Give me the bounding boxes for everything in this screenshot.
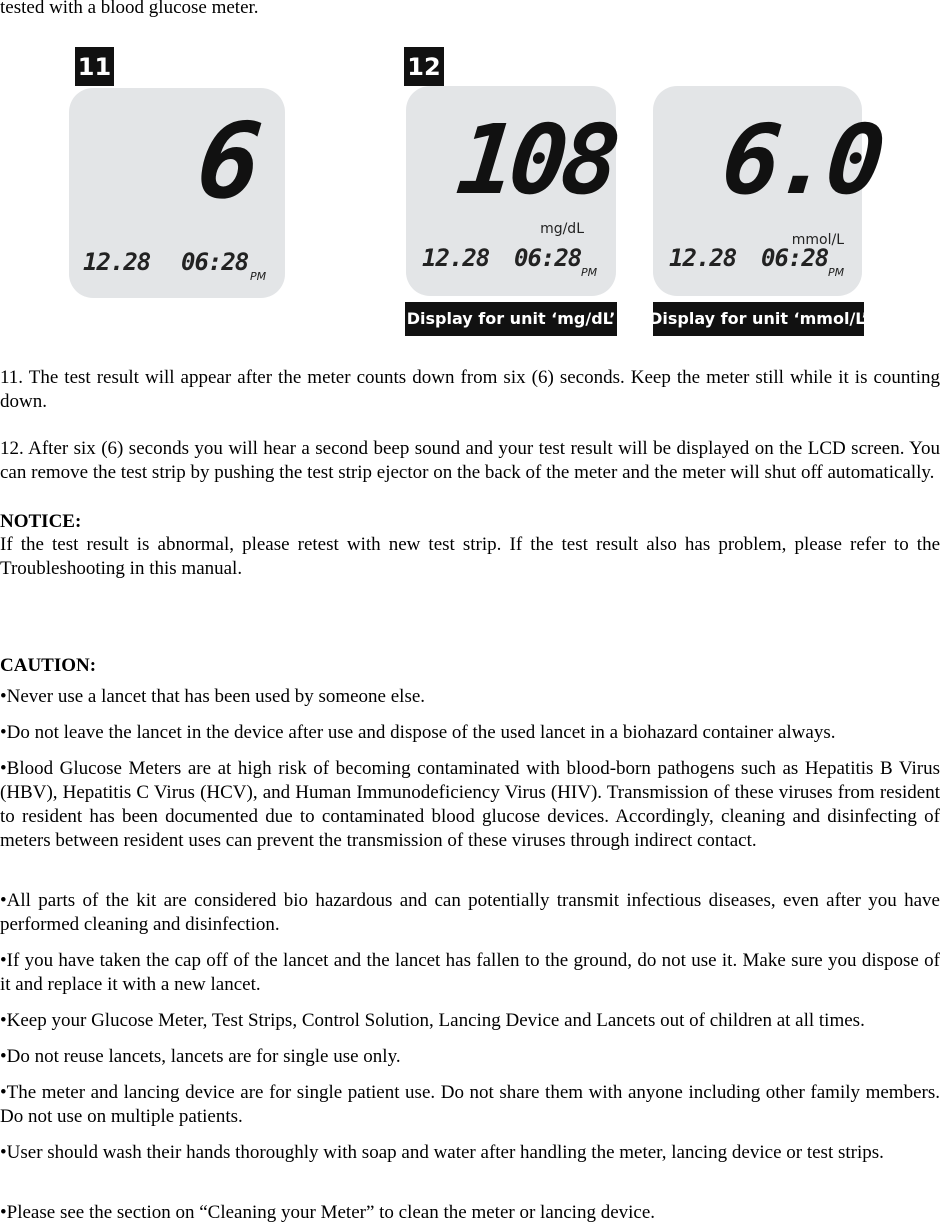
top-text-fragment: tested with a blood glucose meter. (0, 0, 259, 18)
caution-heading: CAUTION: (0, 655, 97, 676)
lcd-result-mgdl-display (406, 86, 620, 296)
caption-mgdl (405, 302, 617, 336)
notice-heading: NOTICE: (0, 511, 82, 532)
caution-item: •Blood Glucose Meters are at high risk of becoming contaminated with blood-born pathogens such as Hepatitis B Virus (HBV), Hepatitis C Virus (HCV), and Human Immunodeficiency Virus (HIV). Transmission of these viruses from resident to resident has been documented due to contaminated blood glucose devices. Accordingly, cleaning and disinfecting of meters between resident uses can prevent the transmission of these viruses through indirect contact. (0, 758, 940, 851)
lcd-date: 12.28 (669, 244, 737, 272)
result-value-mgdl: 108 (452, 104, 620, 216)
caution-item: •User should wash their hands thoroughly with soap and water after handling the meter, lancing device or test strips. (0, 1142, 884, 1163)
caution-item: •Keep your Glucose Meter, Test Strips, Control Solution, Lancing Device and Lancets out of children at all times. (0, 1010, 865, 1031)
lcd-ampm: PM (250, 270, 267, 283)
caption-prefix: Display for unit (649, 309, 794, 328)
lcd-ampm: PM (828, 266, 845, 279)
lcd-countdown-display (69, 88, 285, 298)
lcd-time: 06:28 (761, 244, 829, 272)
countdown-value: 6 (191, 100, 262, 222)
step-12-badge: 12 (404, 47, 444, 86)
lcd-time: 06:28 (514, 244, 582, 272)
lcd-date: 12.28 (422, 244, 490, 272)
caution-item: •The meter and lancing device are for single patient use. Do not share them with anyone including other family members. Do not use on multiple patients. (0, 1082, 940, 1127)
lcd-result-mmol-display (653, 86, 885, 296)
caution-item: •Do not reuse lancets, lancets are for single use only. (0, 1046, 401, 1067)
lcd-time: 06:28 (181, 248, 249, 276)
step-12-text: 12. After six (6) seconds you will hear a second beep sound and your test result will be displayed on the LCD screen. You can remove the test strip by pushing the test strip ejector on the back of the meter and the meter will shut off automatically. (0, 438, 940, 483)
lcd-ampm: PM (581, 266, 598, 279)
caption-prefix: Display for unit (406, 309, 552, 328)
result-value-mmol: 6.0 (717, 104, 885, 216)
notice-text: If the test result is abnormal, please retest with new test strip. If the test result also has problem, please refer to the Troubleshooting in this manual. (0, 534, 940, 579)
caution-item: •Never use a lancet that has been used by someone else. (0, 686, 426, 707)
unit-label-mmol: mmol/L (791, 232, 844, 248)
caution-item: •Do not leave the lancet in the device after use and dispose of the used lancet in a biohazard container always. (0, 722, 836, 743)
caption-unit: ‘mmol/L’ (793, 309, 868, 328)
caution-item: •All parts of the kit are considered bio hazardous and can potentially transmit infectious diseases, even after you have performed cleaning and disinfection. (0, 890, 940, 935)
caution-item: •If you have taken the cap off of the lancet and the lancet has fallen to the ground, do not use it. Make sure you dispose of it and replace it with a new lancet. (0, 950, 940, 995)
unit-label-mgdl: mg/dL (540, 221, 584, 237)
step-11-badge: 11 (75, 47, 114, 86)
caption-mmol (649, 302, 868, 336)
caution-item: •Please see the section on “Cleaning your Meter” to clean the meter or lancing device. (0, 1202, 656, 1223)
step-11-text: 11. The test result will appear after the meter counts down from six (6) seconds. Keep the meter still while it is counting down. (0, 367, 940, 412)
lcd-date: 12.28 (83, 248, 151, 276)
caption-unit: ‘mg/dL’ (551, 309, 616, 328)
